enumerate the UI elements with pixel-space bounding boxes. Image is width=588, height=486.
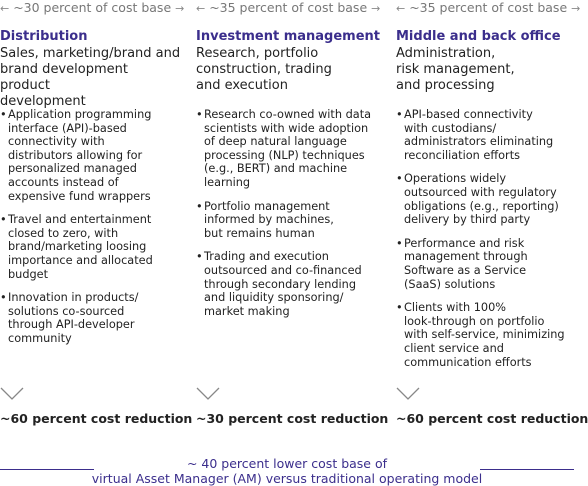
bullet-dot-icon: • bbox=[0, 213, 7, 227]
bullet-dot-icon: • bbox=[196, 108, 203, 121]
left-arrow-icon: ← bbox=[196, 2, 206, 15]
bullet-dot-icon: • bbox=[196, 199, 203, 213]
bullet-dot-icon: • bbox=[396, 108, 403, 121]
column-subtitle: Sales, marketing/brand and brand development product development bbox=[0, 46, 181, 109]
cost-share-label: ← ~35 percent of cost base → bbox=[396, 0, 581, 15]
footer-summary: ~ 40 percent lower cost base of virtual Asset Manager (AM) versus traditional operating model bbox=[91, 456, 483, 486]
list-item: • Application programming interface (API)-based connectivity with distributors allowing for personalized managed accounts instead of expensive fund wrappers bbox=[0, 108, 152, 203]
column-distribution bbox=[0, 0, 193, 426]
chevron-down-icon bbox=[396, 387, 420, 401]
bullet-dot-icon: • bbox=[396, 172, 403, 186]
right-arrow-icon: → bbox=[571, 2, 581, 15]
chevron-down-icon bbox=[196, 387, 220, 401]
bullet-list bbox=[396, 108, 572, 379]
right-arrow-icon: → bbox=[371, 2, 381, 15]
cost-reduction-label: ~60 percent cost reduction bbox=[396, 411, 588, 426]
column-investment-management bbox=[196, 0, 389, 426]
column-title: Investment management bbox=[196, 29, 380, 44]
column-subtitle: Research, portfolio construction, trading and execution bbox=[196, 46, 332, 93]
bullet-dot-icon: • bbox=[396, 301, 403, 315]
cost-reduction-label: ~60 percent cost reduction bbox=[0, 411, 193, 426]
list-item: • API-based connectivity with custodians/ administrators eliminating reconciliation efforts bbox=[396, 108, 554, 162]
chevron-down-icon bbox=[0, 387, 24, 401]
column-middle-back-office bbox=[396, 0, 588, 426]
list-item: • Research co-owned with data scientists with wide adoption of deep natural language processing (NLP) techniques (e.g., BERT) and machine learning bbox=[196, 108, 372, 189]
bullet-dot-icon: • bbox=[196, 250, 203, 264]
bullet-dot-icon: • bbox=[0, 291, 7, 305]
left-arrow-icon: ← bbox=[396, 2, 406, 15]
column-subtitle: Administration, risk management, and processing bbox=[396, 46, 515, 93]
right-arrow-icon: → bbox=[175, 2, 185, 15]
list-item: • Clients with 100% look-through on portfolio with self-service, minimizing client service and communication efforts bbox=[396, 301, 565, 369]
bullet-list bbox=[0, 108, 182, 356]
column-title: Distribution bbox=[0, 29, 88, 44]
list-item: • Trading and execution outsourced and co-financed through secondary lending and liquidity sponsoring/ market making bbox=[196, 250, 362, 318]
list-item: • Operations widely outsourced with regulatory obligations (e.g., reporting) delivery by third party bbox=[396, 172, 559, 227]
list-item: • Innovation in products/ solutions co-sourced through API-developer community bbox=[0, 291, 139, 345]
cost-share-label: ← ~30 percent of cost base → bbox=[0, 0, 185, 15]
column-title: Middle and back office bbox=[396, 29, 561, 44]
list-item: • Travel and entertainment closed to zero, with brand/marketing loosing importance and allocated budget bbox=[0, 213, 153, 281]
bullet-dot-icon: • bbox=[396, 236, 403, 250]
cost-reduction-label: ~30 percent cost reduction bbox=[196, 411, 389, 426]
bullet-list bbox=[196, 108, 380, 328]
cost-share-label: ← ~35 percent of cost base → bbox=[196, 0, 381, 15]
list-item: • Portfolio management informed by machines, but remains human bbox=[196, 199, 334, 240]
left-arrow-icon: ← bbox=[0, 2, 10, 15]
list-item: • Performance and risk management through Software as a Service (SaaS) solutions bbox=[396, 236, 528, 291]
bullet-dot-icon: • bbox=[0, 108, 7, 121]
